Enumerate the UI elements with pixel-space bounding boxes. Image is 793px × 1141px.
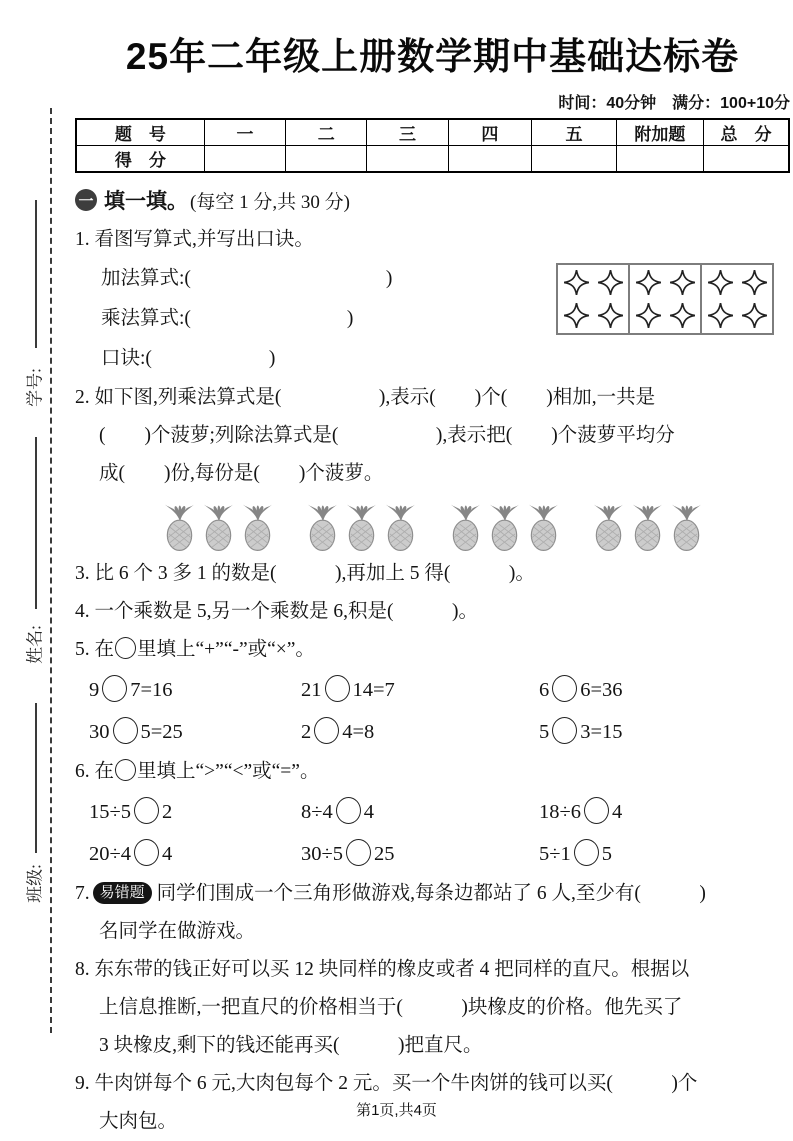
equation <box>301 791 539 833</box>
question-1-text: 1. 看图写算式,并写出口诀。 <box>75 229 314 250</box>
equation <box>539 711 790 753</box>
pineapple-group <box>304 501 419 553</box>
paper-title: 25年二年级上册数学期中基础达标卷 <box>125 36 740 77</box>
score-cell <box>703 146 789 173</box>
question-7-text <box>75 875 790 913</box>
question-7-text-cont: 名同学在做游戏。 <box>99 921 256 942</box>
star-icon <box>707 301 734 330</box>
equation-left: 9 <box>89 679 100 701</box>
name-label: 姓名: <box>25 625 45 664</box>
section-title: 填一填。 <box>104 189 188 213</box>
header-cell: 三 <box>367 119 448 146</box>
header-cell: 题 号 <box>76 119 204 146</box>
equation-right: 14=7 <box>352 679 395 701</box>
class-write-line <box>35 703 37 853</box>
equation <box>539 669 790 711</box>
question-6-text-pre: 6. 在 <box>75 761 115 782</box>
question-6-equations <box>75 791 790 875</box>
question-3 <box>75 555 790 593</box>
answer-circle-icon <box>325 675 350 702</box>
formula-blank-line: 口诀:( ) <box>101 348 276 369</box>
equation-right: 6=36 <box>580 679 623 701</box>
question-4-text: 4. 一个乘数是 5,另一个乘数是 6,积是( )。 <box>75 601 478 622</box>
star-icon <box>741 301 768 330</box>
equation <box>89 711 301 753</box>
class-label: 班级: <box>25 864 45 903</box>
question-2-text-cont: 成( )份,每份是( )个菠萝。 <box>99 463 384 484</box>
star-icon <box>669 301 696 330</box>
equation-left: 15÷5 <box>89 801 132 823</box>
star-icon <box>669 268 696 297</box>
equation-right: 5 <box>601 843 613 865</box>
question-7-number: 7. <box>75 883 90 904</box>
equation-right: 4 <box>612 801 623 823</box>
question-7 <box>75 875 790 951</box>
equation-right: 2 <box>162 801 173 823</box>
score-cell <box>204 146 285 173</box>
question-5-text <box>75 631 790 669</box>
equation <box>89 669 301 711</box>
star-grid <box>556 263 774 335</box>
pineapple-icon <box>525 501 562 553</box>
equation <box>301 669 539 711</box>
question-3-text: 3. 比 6 个 3 多 1 的数是( ),再加上 5 得( )。 <box>75 563 535 584</box>
multiplication-blank-line: 乘法算式:( ) <box>101 308 354 329</box>
section-points-note: (每空 1 分,共 30 分) <box>190 191 350 213</box>
pineapple-icon <box>304 501 341 553</box>
question-5-text-post: 里填上“+”“-”或“×”。 <box>137 639 315 660</box>
star-cell <box>558 265 628 333</box>
pineapple-icon <box>239 501 276 553</box>
star-icon <box>635 301 662 330</box>
addition-blank-line: 加法算式:( ) <box>101 268 393 289</box>
fold-dashed-line <box>50 108 52 1033</box>
answer-circle-icon <box>552 675 577 702</box>
equation-right: 5=25 <box>140 721 183 743</box>
star-icon <box>563 301 590 330</box>
header-cell: 二 <box>286 119 367 146</box>
section-1-header <box>75 185 790 215</box>
star-icon <box>741 268 768 297</box>
pineapple-group <box>590 501 705 553</box>
question-5-equations <box>75 669 790 753</box>
equation-right: 25 <box>374 843 395 865</box>
equation-left: 8÷4 <box>301 801 333 823</box>
student-id-write-line <box>35 200 37 348</box>
equation <box>539 833 790 875</box>
question-8-text-cont: 上信息推断,一把直尺的价格相当于( )块橡皮的价格。他先买了 <box>99 997 683 1018</box>
answer-circle-icon <box>552 717 577 744</box>
answer-circle-icon <box>584 797 609 824</box>
pineapple-icon <box>161 501 198 553</box>
page-footer: 第1页,共4页 <box>356 1102 437 1119</box>
score-table <box>75 118 790 173</box>
pineapple-icon <box>590 501 627 553</box>
name-write-line <box>35 437 37 609</box>
question-8-text: 8. 东东带的钱正好可以买 12 块同样的橡皮或者 4 把同样的直尺。根据以 <box>75 959 690 980</box>
pineapple-icon <box>200 501 237 553</box>
equation-left: 2 <box>301 721 312 743</box>
equation-right: 4 <box>363 801 375 823</box>
equation <box>301 833 539 875</box>
header-cell: 一 <box>204 119 285 146</box>
star-cell <box>628 265 700 333</box>
question-2 <box>75 379 790 553</box>
answer-circle-icon <box>115 759 136 781</box>
score-table-score-row <box>76 146 789 173</box>
pineapple-row <box>75 501 790 553</box>
section-number-icon: 一 <box>75 189 97 211</box>
answer-circle-icon <box>115 637 136 659</box>
answer-circle-icon <box>134 797 159 824</box>
answer-circle-icon <box>113 717 138 744</box>
answer-circle-icon <box>336 797 361 824</box>
answer-circle-icon <box>346 839 371 866</box>
score-cell <box>286 146 367 173</box>
answer-circle-icon <box>574 839 599 866</box>
score-cell <box>532 146 617 173</box>
equation-left: 18÷6 <box>539 801 582 823</box>
equation <box>301 711 539 753</box>
header-cell: 附加题 <box>616 119 703 146</box>
equation-right: 7=16 <box>130 679 173 701</box>
question-8-text-cont: 3 块橡皮,剩下的钱还能再买( )把直尺。 <box>99 1035 483 1056</box>
pineapple-group <box>161 501 276 553</box>
equation <box>89 833 301 875</box>
equation <box>539 791 790 833</box>
pineapple-icon <box>486 501 523 553</box>
equation <box>89 791 301 833</box>
questions-area <box>75 221 790 1141</box>
equation-right: 3=15 <box>580 721 623 743</box>
equation-left: 5÷1 <box>539 843 571 865</box>
answer-circle-icon <box>134 839 159 866</box>
score-row-label: 得 分 <box>76 146 204 173</box>
score-cell <box>367 146 448 173</box>
question-5 <box>75 631 790 753</box>
header-cell: 总 分 <box>703 119 789 146</box>
question-2-text-cont: ( )个菠萝;列除法算式是( ),表示把( )个菠萝平均分 <box>99 425 675 446</box>
header-cell: 四 <box>448 119 531 146</box>
question-6 <box>75 753 790 875</box>
question-8 <box>75 951 790 1065</box>
score-table-header-row <box>76 119 789 146</box>
question-6-text <box>75 753 790 791</box>
header-cell: 五 <box>532 119 617 146</box>
error-prone-badge: 易错题 <box>93 882 152 904</box>
equation-left: 30 <box>89 721 110 743</box>
answer-circle-icon <box>314 717 339 744</box>
exam-meta: 时间：40分钟 满分：100+10分 <box>558 95 790 112</box>
question-9-text-cont: 大肉包。 <box>99 1111 178 1132</box>
question-7-body: 同学们围成一个三角形做游戏,每条边都站了 6 人,至少有( ) <box>156 883 706 904</box>
question-6-text-post: 里填上“>”“<”或“=”。 <box>137 761 320 782</box>
score-cell <box>448 146 531 173</box>
answer-circle-icon <box>102 675 127 702</box>
pineapple-icon <box>343 501 380 553</box>
question-2-text: 2. 如下图,列乘法算式是( ),表示( )个( )相加,一共是 <box>75 387 656 408</box>
question-1 <box>75 221 790 379</box>
star-icon <box>707 268 734 297</box>
pineapple-icon <box>629 501 666 553</box>
equation-right: 4=8 <box>342 721 375 743</box>
score-cell <box>616 146 703 173</box>
student-id-label: 学号: <box>25 368 45 407</box>
pineapple-icon <box>447 501 484 553</box>
pineapple-icon <box>668 501 705 553</box>
equation-left: 5 <box>539 721 550 743</box>
exam-page <box>75 20 790 1141</box>
pineapple-icon <box>382 501 419 553</box>
question-4 <box>75 593 790 631</box>
equation-left: 20÷4 <box>89 843 132 865</box>
star-cell <box>700 265 772 333</box>
equation-left: 30÷5 <box>301 843 344 865</box>
star-icon <box>597 301 624 330</box>
equation-left: 21 <box>301 679 322 701</box>
equation-left: 6 <box>539 679 550 701</box>
question-9-text: 9. 牛肉饼每个 6 元,大肉包每个 2 元。买一个牛肉饼的钱可以买( )个 <box>75 1073 698 1094</box>
star-icon <box>635 268 662 297</box>
equation-right: 4 <box>162 843 173 865</box>
star-icon <box>563 268 590 297</box>
star-icon <box>597 268 624 297</box>
pineapple-group <box>447 501 562 553</box>
question-5-text-pre: 5. 在 <box>75 639 115 660</box>
